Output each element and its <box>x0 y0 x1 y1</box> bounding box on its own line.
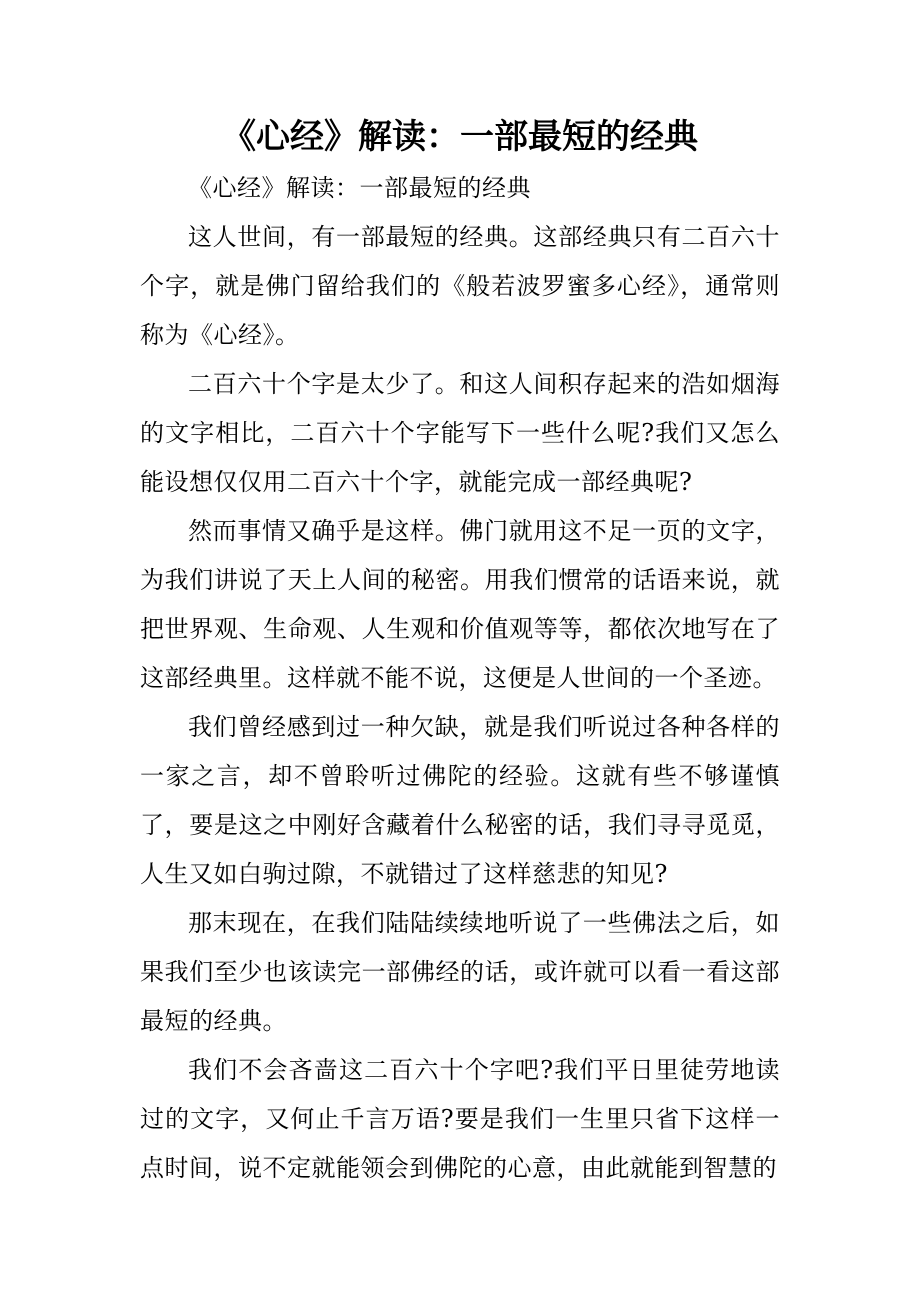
document-body <box>140 164 780 1193</box>
paragraph: 这人世间，有一部最短的经典。这部经典只有二百六十个字，就是佛门留给我们的《般若波罗蜜多心经》，通常则称为《心经》。 <box>140 223 780 349</box>
paragraph: 我们曾经感到过一种欠缺，就是我们听说过各种各样的一家之言，却不曾聆听过佛陀的经验。这就有些不够谨慎了，要是这之中刚好含藏着什么秘密的话，我们寻寻觅觅，人生又如白驹过隙，不就错过了这样慈悲的知见? <box>140 713 780 888</box>
paragraph: 我们不会吝啬这二百六十个字吧?我们平日里徒劳地读过的文字，又何止千言万语?要是我们一生里只省下这样一点时间，说不定就能领会到佛陀的心意，由此就能到智慧的 <box>140 1056 780 1182</box>
paragraph: 那末现在，在我们陆陆续续地听说了一些佛法之后，如果我们至少也该读完一部佛经的话，或许就可以看一看这部最短的经典。 <box>140 909 780 1035</box>
paragraph: 二百六十个字是太少了。和这人间积存起来的浩如烟海的文字相比，二百六十个字能写下一些什么呢?我们又怎么能设想仅仅用二百六十个字，就能完成一部经典呢? <box>140 370 780 496</box>
paragraph-subtitle: 《心经》解读：一部最短的经典 <box>188 174 531 202</box>
document-title: 《心经》解读：一部最短的经典 <box>222 117 698 157</box>
paragraph: 然而事情又确乎是这样。佛门就用这不足一页的文字，为我们讲说了天上人间的秘密。用我们惯常的话语来说，就把世界观、生命观、人生观和价值观等等，都依次地写在了这部经典里。这样就不能不说，这便是人世间的一个圣迹。 <box>140 517 780 692</box>
